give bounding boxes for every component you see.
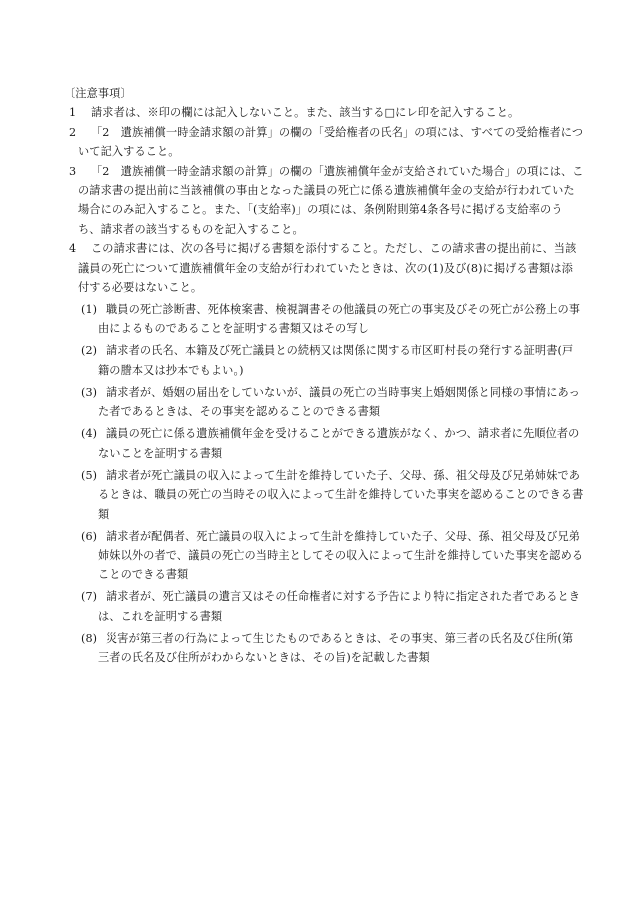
attachment-text: 請求者が、婚姻の届出をしていないが、議員の死亡の当時事実上婚姻関係と同様の事情にあった者であるときは、その事実を認めることのできる書類 — [98, 385, 580, 419]
note-text: この請求書には、次の各号に掲げる書類を添付すること。ただし、この請求書の提出前に、当該議員の死亡について遺族補償年金の支給が行われていたときは、次の(1)及び(8)に掲げる書類は添付する必要はないこと。 — [78, 242, 577, 295]
note-text: 請求者は、※印の欄には記入しないこと。また、該当する□にレ印を記入すること。 — [91, 106, 520, 120]
attachment-item-7 — [64, 587, 584, 626]
attachment-text: 請求者が、死亡議員の遺言又はその任命権者に対する予告により特に指定された者であるときは、これを証明する書類 — [98, 590, 581, 623]
note-item-1 — [64, 103, 584, 122]
notes-heading: 〔注意事項〕 — [64, 87, 132, 100]
note-item-3 — [64, 162, 584, 240]
notes-section — [64, 84, 584, 668]
attachment-list — [64, 300, 584, 667]
attachment-number: (4) — [81, 427, 98, 441]
note-number: 1 — [69, 106, 77, 120]
attachment-text: 職員の死亡診断書、死体検案書、検視調書その他議員の死亡の事実及びその死亡が公務上の事由によるものであることを証明する書類又はその写し — [98, 303, 581, 336]
attachment-number: (6) — [81, 529, 98, 543]
attachment-item-4 — [64, 424, 584, 463]
attachment-number: (5) — [81, 468, 98, 482]
attachment-text: 請求者の氏名、本籍及び死亡議員との続柄又は関係に関する市区町村長の発行する証明書(戸籍の謄本又は抄本でもよい。) — [98, 344, 574, 377]
attachment-number: (1) — [81, 303, 98, 317]
note-text: 「2 遺族補償一時金請求額の計算」の欄の「受給権者の氏名」の項には、すべての受給権者について記入すること。 — [78, 125, 584, 159]
note-item-4 — [64, 239, 584, 297]
attachment-number: (8) — [81, 631, 98, 645]
note-number: 3 — [69, 164, 77, 178]
attachment-item-3 — [64, 383, 584, 422]
attachment-item-1 — [64, 300, 584, 339]
attachment-number: (3) — [81, 385, 98, 399]
attachment-item-5 — [64, 466, 584, 524]
attachment-text: 議員の死亡に係る遺族補償年金を受けることができる遺族がなく、かつ、請求者に先順位者のないことを証明する書類 — [98, 427, 580, 460]
attachment-text: 請求者が死亡議員の収入によって生計を維持していた子、父母、孫、祖父母及び兄弟姉妹であるときは、職員の死亡の当時その収入によって生計を維持していた事実を認めることのできる書類 — [98, 468, 584, 521]
attachment-item-6 — [64, 527, 584, 585]
note-number: 2 — [69, 125, 77, 139]
attachment-number: (7) — [81, 590, 98, 604]
attachment-item-2 — [64, 341, 584, 380]
attachment-number: (2) — [81, 344, 98, 358]
attachment-item-8 — [64, 629, 584, 668]
note-text: 「2 遺族補償一時金請求額の計算」の欄の「遺族補償年金が支給されていた場合」の項には、この請求書の提出前に当該補償の事由となった議員の死亡に係る遺族補償年金の支給が行われていた場合にのみ記入すること。また、「(支給率)」の項には、条例附則第4条各号に掲げる支給率のうち、請求者の該当するものを記入すること。 — [78, 164, 584, 236]
attachment-text: 災害が第三者の行為によって生じたものであるときは、その事実、第三者の氏名及び住所(第三者の氏名及び住所がわからないときは、その旨)を記載した書類 — [98, 631, 574, 665]
attachment-text: 請求者が配偶者、死亡議員の収入によって生計を維持していた子、父母、孫、祖父母及び兄弟姉妹以外の者で、議員の死亡の当時主としてその収入によって生計を維持していた事実を認めることのできる書類 — [98, 529, 584, 582]
note-item-2 — [64, 123, 584, 162]
note-number: 4 — [69, 242, 77, 256]
